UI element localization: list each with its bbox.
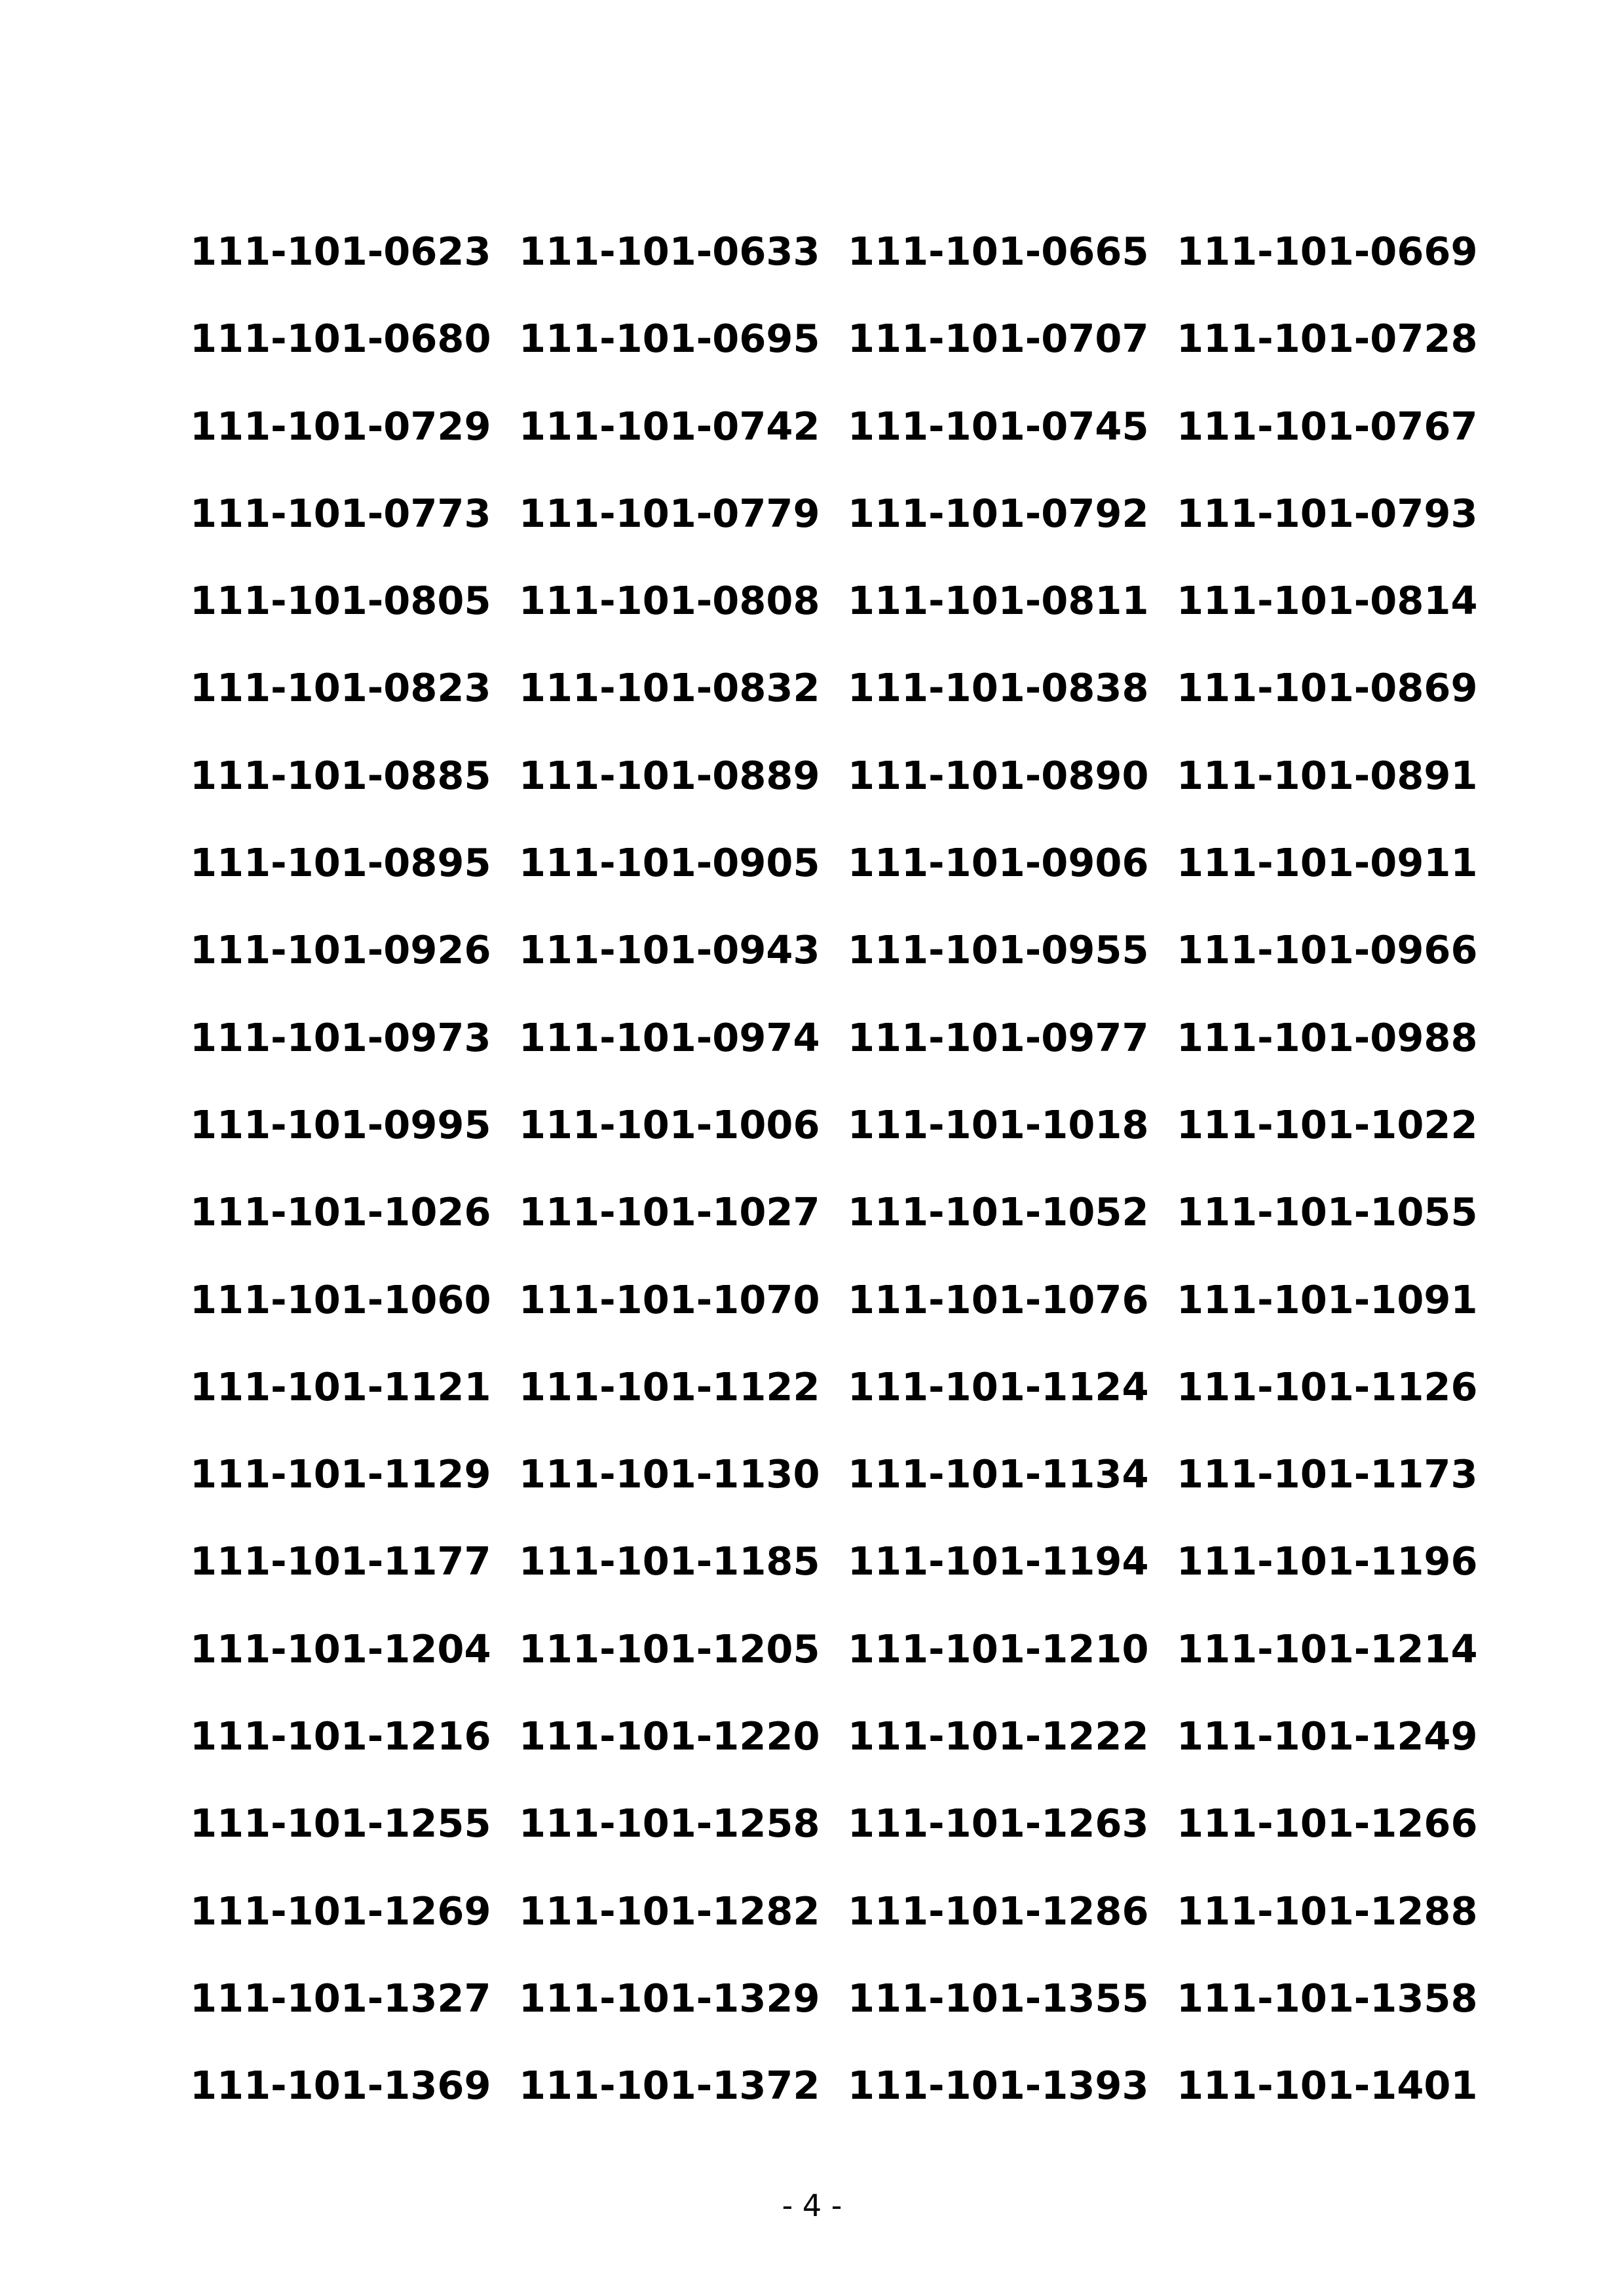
- number-cell: 111-101-1091: [1177, 1276, 1478, 1322]
- number-cell: 111-101-1129: [190, 1451, 491, 1497]
- number-cell: 111-101-1076: [848, 1276, 1149, 1322]
- number-cell: 111-101-1006: [519, 1101, 820, 1147]
- number-cell: 111-101-0823: [190, 665, 491, 711]
- number-cell: 111-101-0808: [519, 578, 820, 624]
- number-cell: 111-101-0742: [519, 403, 820, 449]
- number-cell: 111-101-0779: [519, 490, 820, 536]
- number-cell: 111-101-0955: [848, 927, 1149, 973]
- number-cell: 111-101-0814: [1177, 578, 1478, 624]
- number-cell: 111-101-0680: [190, 316, 491, 362]
- number-cell: 111-101-1249: [1177, 1713, 1478, 1759]
- number-cell: 111-101-1220: [519, 1713, 820, 1759]
- number-cell: 111-101-1258: [519, 1801, 820, 1846]
- number-cell: 111-101-0695: [519, 316, 820, 362]
- number-cell: 111-101-1122: [519, 1364, 820, 1409]
- number-cell: 111-101-1393: [848, 2063, 1149, 2109]
- number-cell: 111-101-1214: [1177, 1626, 1478, 1672]
- number-cell: 111-101-0869: [1177, 665, 1478, 711]
- number-cell: 111-101-1288: [1177, 1888, 1478, 1934]
- number-cell: 111-101-1185: [519, 1539, 820, 1584]
- number-cell: 111-101-0895: [190, 840, 491, 886]
- number-cell: 111-101-1255: [190, 1801, 491, 1846]
- number-cell: 111-101-0669: [1177, 229, 1478, 274]
- number-cell: 111-101-0811: [848, 578, 1149, 624]
- page-number: - 4 -: [782, 2188, 842, 2223]
- number-cell: 111-101-0633: [519, 229, 820, 274]
- number-cell: 111-101-0906: [848, 840, 1149, 886]
- number-cell: 111-101-1286: [848, 1888, 1149, 1934]
- number-cell: 111-101-1026: [190, 1189, 491, 1235]
- number-cell: 111-101-1269: [190, 1888, 491, 1934]
- number-cell: 111-101-1222: [848, 1713, 1149, 1759]
- number-cell: 111-101-0890: [848, 752, 1149, 798]
- number-cell: 111-101-1196: [1177, 1539, 1478, 1584]
- number-cell: 111-101-1401: [1177, 2063, 1478, 2109]
- number-grid: [190, 219, 1500, 2141]
- number-cell: 111-101-0745: [848, 403, 1149, 449]
- number-cell: 111-101-1204: [190, 1626, 491, 1672]
- number-cell: 111-101-0977: [848, 1014, 1149, 1060]
- number-cell: 111-101-1372: [519, 2063, 820, 2109]
- number-cell: 111-101-1194: [848, 1539, 1149, 1584]
- number-cell: 111-101-1216: [190, 1713, 491, 1759]
- number-cell: 111-101-0838: [848, 665, 1149, 711]
- number-cell: 111-101-1121: [190, 1364, 491, 1409]
- number-cell: 111-101-0805: [190, 578, 491, 624]
- number-cell: 111-101-1263: [848, 1801, 1149, 1846]
- number-cell: 111-101-1266: [1177, 1801, 1478, 1846]
- number-cell: 111-101-1070: [519, 1276, 820, 1322]
- number-cell: 111-101-0995: [190, 1101, 491, 1147]
- number-cell: 111-101-0974: [519, 1014, 820, 1060]
- number-cell: 111-101-1134: [848, 1451, 1149, 1497]
- number-cell: 111-101-1126: [1177, 1364, 1478, 1409]
- number-cell: 111-101-1205: [519, 1626, 820, 1672]
- number-cell: 111-101-1124: [848, 1364, 1149, 1409]
- number-cell: 111-101-1052: [848, 1189, 1149, 1235]
- number-cell: 111-101-0943: [519, 927, 820, 973]
- number-cell: 111-101-1369: [190, 2063, 491, 2109]
- number-cell: 111-101-0988: [1177, 1014, 1478, 1060]
- number-cell: 111-101-1329: [519, 1975, 820, 2021]
- number-cell: 111-101-1327: [190, 1975, 491, 2021]
- number-cell: 111-101-0926: [190, 927, 491, 973]
- number-cell: 111-101-0911: [1177, 840, 1478, 886]
- number-cell: 111-101-0793: [1177, 490, 1478, 536]
- number-cell: 111-101-1027: [519, 1189, 820, 1235]
- number-cell: 111-101-0891: [1177, 752, 1478, 798]
- number-cell: 111-101-0905: [519, 840, 820, 886]
- number-cell: 111-101-1282: [519, 1888, 820, 1934]
- number-cell: 111-101-1018: [848, 1101, 1149, 1147]
- number-cell: 111-101-1022: [1177, 1101, 1478, 1147]
- number-cell: 111-101-0973: [190, 1014, 491, 1060]
- number-cell: 111-101-1210: [848, 1626, 1149, 1672]
- number-cell: 111-101-0728: [1177, 316, 1478, 362]
- number-cell: 111-101-0885: [190, 752, 491, 798]
- number-cell: 111-101-1355: [848, 1975, 1149, 2021]
- number-cell: 111-101-0966: [1177, 927, 1478, 973]
- number-cell: 111-101-0665: [848, 229, 1149, 274]
- number-cell: 111-101-0767: [1177, 403, 1478, 449]
- number-cell: 111-101-1130: [519, 1451, 820, 1497]
- number-cell: 111-101-0792: [848, 490, 1149, 536]
- number-cell: 111-101-0889: [519, 752, 820, 798]
- number-cell: 111-101-1177: [190, 1539, 491, 1584]
- number-cell: 111-101-1060: [190, 1276, 491, 1322]
- number-cell: 111-101-0832: [519, 665, 820, 711]
- number-cell: 111-101-1173: [1177, 1451, 1478, 1497]
- number-cell: 111-101-0707: [848, 316, 1149, 362]
- number-cell: 111-101-1358: [1177, 1975, 1478, 2021]
- number-cell: 111-101-0773: [190, 490, 491, 536]
- number-cell: 111-101-0623: [190, 229, 491, 274]
- number-cell: 111-101-1055: [1177, 1189, 1478, 1235]
- number-cell: 111-101-0729: [190, 403, 491, 449]
